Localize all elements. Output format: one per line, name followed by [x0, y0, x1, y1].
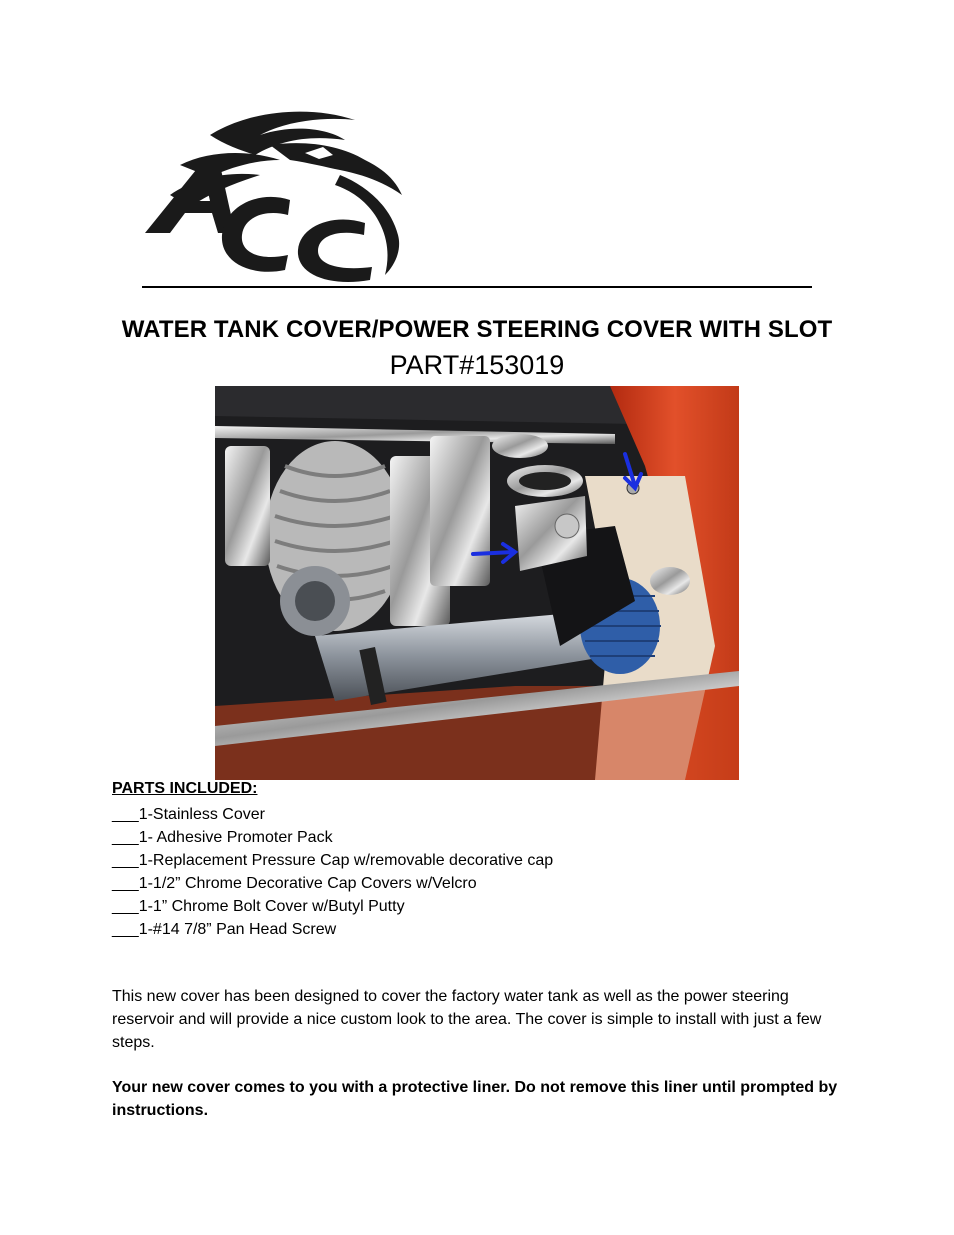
parts-list-item: ___1-Replacement Pressure Cap w/removable decorative cap [112, 852, 554, 869]
parts-list-item: ___1-#14 7/8” Pan Head Screw [112, 921, 337, 938]
engine-bay-photo [215, 386, 739, 780]
parts-list [112, 803, 553, 941]
parts-list-item: ___1- Adhesive Promoter Pack [112, 829, 333, 846]
parts-list-item: ___1-Stainless Cover [112, 806, 265, 823]
page-title: WATER TANK COVER/POWER STEERING COVER WITH SLOT [121, 316, 833, 343]
parts-included-heading: PARTS INCLUDED: [112, 780, 258, 797]
parts-list-item: ___1-1” Chrome Bolt Cover w/Butyl Putty [112, 898, 405, 915]
part-number: PART#153019 [389, 350, 565, 380]
parts-list-item: ___1-1/2” Chrome Decorative Cap Covers w/Velcro [112, 875, 477, 892]
liner-notice: Your new cover comes to you with a protective liner. Do not remove this liner until prompted by instructions. [112, 1079, 838, 1119]
description-paragraph: This new cover has been designed to cover the factory water tank as well as the power steering reservoir and will provide a nice custom look to the area. The cover is simple to install with just a few steps. [112, 988, 822, 1051]
acc-eagle-logo [140, 105, 410, 290]
header-divider [142, 286, 812, 288]
